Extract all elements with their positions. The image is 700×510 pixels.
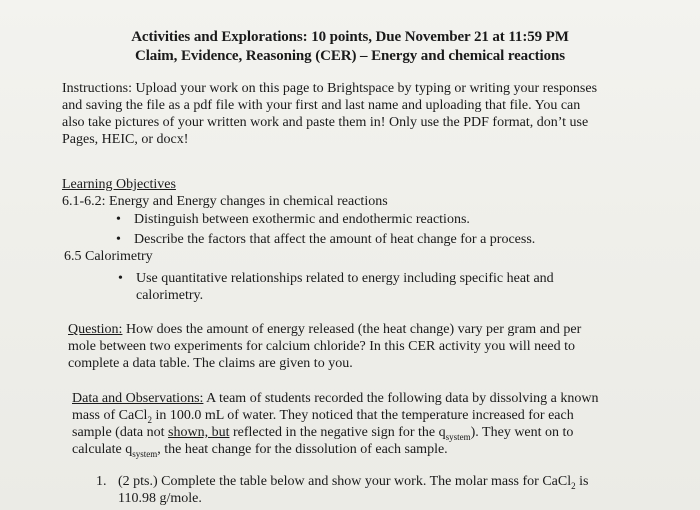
subscript: 2 xyxy=(571,480,576,491)
objective-bullet-text: calorimetry. xyxy=(136,288,204,303)
data-text: ). They went on to xyxy=(470,425,574,440)
objective-bullet-text: Describe the factors that affect the amount of heat change for a process. xyxy=(134,232,536,247)
data-text-underlined: shown, but xyxy=(168,425,230,440)
data-text: A team of students recorded the following data by dissolving a known xyxy=(203,391,599,406)
subscript: system xyxy=(132,448,158,459)
objective-section-6-5: 6.5 Calorimetry xyxy=(64,249,153,264)
objective-bullet-text: Use quantitative relationships related to energy including specific heat and xyxy=(136,271,554,286)
data-line xyxy=(72,390,662,407)
objective-section-6-1: 6.1-6.2: Energy and Energy changes in chemical reactions xyxy=(62,194,388,209)
subscript: system xyxy=(445,431,471,442)
data-text: calculate q xyxy=(72,442,133,457)
subscript: 2 xyxy=(147,414,152,425)
question-line: complete a data table. The claims are given to you. xyxy=(68,356,353,371)
data-text: , the heat change for the dissolution of each sample. xyxy=(157,442,448,457)
item-line xyxy=(96,473,656,490)
question-text: How does the amount of energy released (the heat change) vary per gram and per xyxy=(122,322,582,337)
bullet-icon: • xyxy=(118,271,123,286)
data-text: in 100.0 mL of water. They noticed that the temperature increased for each xyxy=(151,408,574,423)
learning-objectives-heading: Learning Objectives xyxy=(62,177,176,192)
bullet-icon: • xyxy=(116,212,121,227)
item-text: (2 pts.) Complete the table below and show your work. The molar mass for CaCl xyxy=(118,474,572,489)
data-line xyxy=(72,407,662,424)
data-observations-paragraph xyxy=(72,390,662,458)
bullet-icon: • xyxy=(116,232,121,247)
title-line-1: Activities and Explorations: 10 points, Due November 21 at 11:59 PM xyxy=(131,29,569,45)
data-line xyxy=(72,441,662,458)
item-number: 1. xyxy=(96,474,107,489)
question-line: mole between two experiments for calcium chloride? In this CER activity you will need to xyxy=(68,339,575,354)
instructions-line: Pages, HEIC, or docx! xyxy=(62,132,189,147)
data-text: sample (data not xyxy=(72,425,169,440)
document-title xyxy=(0,28,700,66)
objective-bullet-text: Distinguish between exothermic and endothermic reactions. xyxy=(134,212,470,227)
numbered-item-1 xyxy=(96,473,656,507)
question-line xyxy=(68,321,668,338)
data-text: reflected in the negative sign for the q xyxy=(229,425,446,440)
data-observations-label: Data and Observations: xyxy=(72,391,204,406)
item-line: 110.98 g/mole. xyxy=(118,491,202,506)
item-text: is xyxy=(575,474,589,489)
title-line-2: Claim, Evidence, Reasoning (CER) – Energy and chemical reactions xyxy=(135,48,565,64)
instructions-line: and saving the file as a pdf file with your first and last name and uploading that file. You can xyxy=(62,98,581,113)
instructions-line: also take pictures of your written work and paste them in! Only use the PDF format, don’t use xyxy=(62,115,589,130)
instructions-line: Instructions: Upload your work on this page to Brightspace by typing or writing your responses xyxy=(62,81,598,96)
question-paragraph xyxy=(68,321,668,372)
data-text: mass of CaCl xyxy=(72,408,148,423)
question-label: Question: xyxy=(68,322,123,337)
data-line xyxy=(72,424,662,441)
instructions-paragraph xyxy=(62,80,672,148)
